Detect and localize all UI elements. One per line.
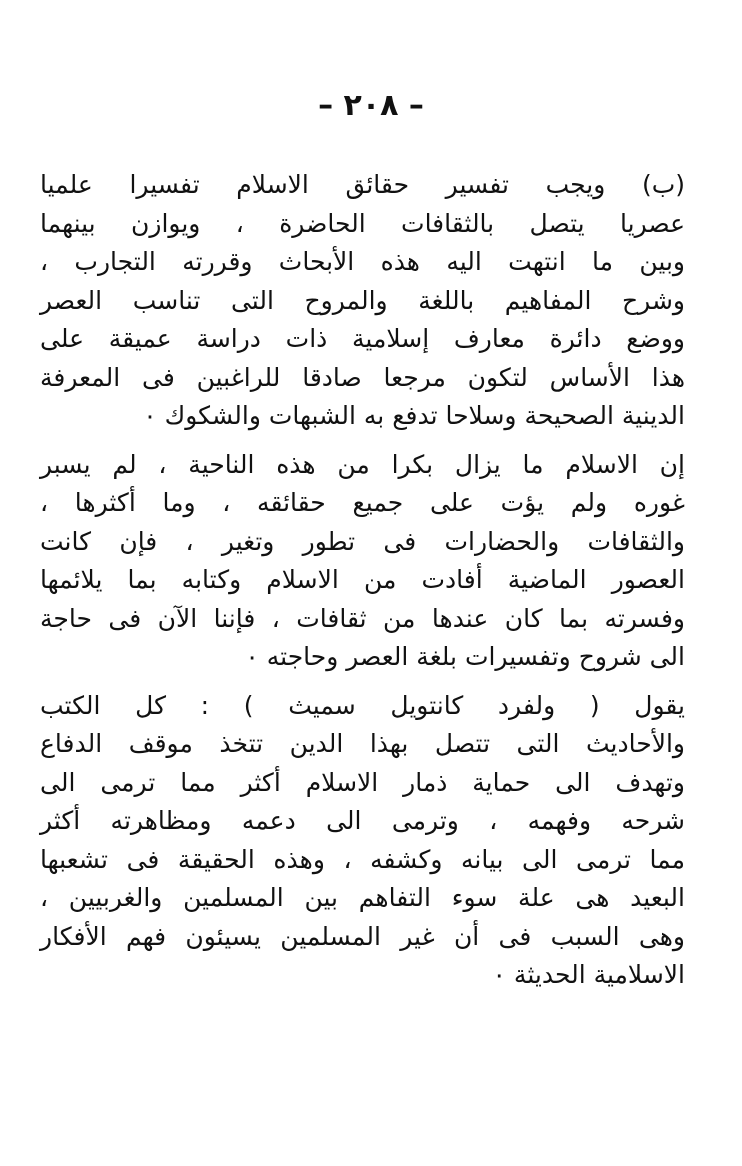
- text-line: ووضع دائرة معارف إسلامية ذات دراسة عميقة على: [40, 324, 685, 353]
- text-line: وشرح المفاهيم باللغة والمروح التى تناسب العصر: [40, 285, 685, 315]
- text-line: شرحه وفهمه ، وترمى الى دعمه ومظاهرته أكثر: [40, 806, 685, 835]
- text-line: وهى السبب فى أن غير المسلمين يسيئون فهم الأفكار: [40, 921, 685, 951]
- page-number: – ٢٠٨ –: [318, 88, 424, 123]
- text-line: العصور الماضية أفادت من الاسلام وكتابه بما يلائمها: [40, 565, 685, 594]
- text-line: وبين ما انتهت اليه هذه الأبحاث وقررته التجارب ،: [40, 247, 685, 276]
- text-line: عصريا يتصل بالثقافات الحاضرة ، ويوازن بينهما: [40, 208, 685, 238]
- text-line: يقول ( ولفرد كانتويل سميث ) : كل الكتب: [40, 690, 685, 720]
- text-line: الدينية الصحيحة وسلاحا تدفع به الشبهات والشكوك ٠: [143, 401, 685, 430]
- text-line: غوره ولم يؤت على جميع حقائقه ، وما أكثرها ،: [40, 488, 685, 517]
- text-line: والثقافات والحضارات فى تطور وتغير ، فإن كانت: [40, 526, 685, 556]
- paragraph-islam-untapped: [40, 446, 685, 677]
- body-text: [40, 166, 685, 999]
- text-line: إن الاسلام ما يزال بكرا من هذه الناحية ، لم يسبر: [40, 449, 685, 479]
- text-line: وفسرته بما كان عندها من ثقافات ، فإننا الآن فى حاجة: [40, 603, 685, 633]
- paragraph-smith-quote: [40, 687, 685, 995]
- text-line: الى شروح وتفسيرات بلغة العصر وحاجته ٠: [245, 642, 685, 671]
- text-line: هذا الأساس لتكون مرجعا صادقا للراغبين فى المعرفة: [40, 362, 685, 392]
- text-line: مما ترمى الى بيانه وكشفه ، وهذه الحقيقة فى تشعبها: [40, 844, 685, 874]
- text-line: الاسلامية الحديثة ٠: [492, 960, 685, 989]
- text-line: وتهدف الى حماية ذمار الاسلام أكثر مما ترمى الى: [40, 767, 685, 797]
- paragraph-definition: [40, 166, 685, 436]
- text-line: (ب) ويجب تفسير حقائق الاسلام تفسيرا علميا: [40, 170, 685, 199]
- text-line: البعيد هى علة سوء التفاهم بين المسلمين والغربيين ،: [40, 883, 685, 912]
- text-line: والأحاديث التى تتصل بهذا الدين تتخذ موقف الدفاع: [40, 729, 685, 758]
